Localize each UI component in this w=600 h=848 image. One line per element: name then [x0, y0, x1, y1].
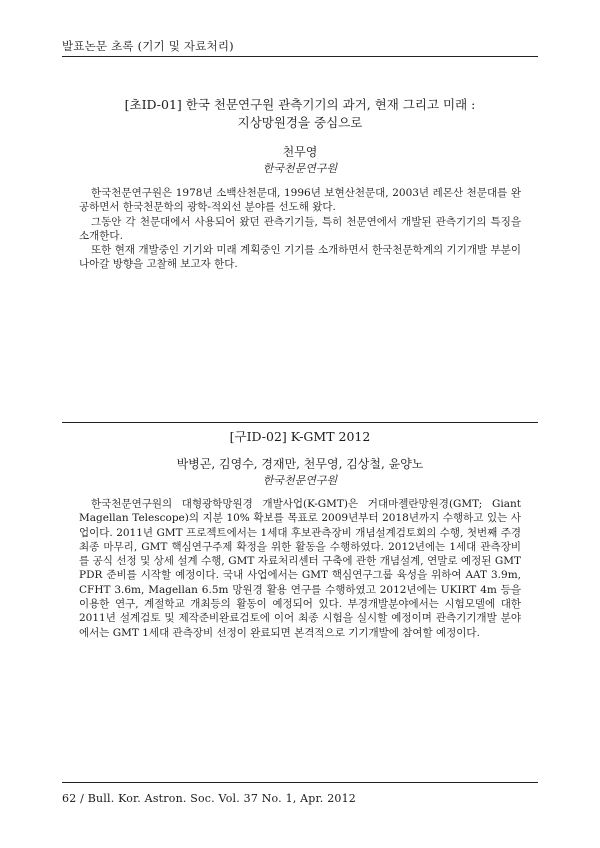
abstract1-title-line2: 지상망원경을 중심으로: [237, 115, 363, 130]
abstract2-body: [79, 497, 521, 640]
abstract1-paragraph: 또한 현재 개발중인 기기와 미래 계획중인 기기를 소개하면서 한국천문학계의 기기개발 부분이 나아갈 방향을 고찰해 보고자 한다.: [79, 244, 521, 271]
abstract2-affiliation: 한국천문연구원: [262, 474, 338, 487]
abstract1-paragraph: 그동안 각 천문대에서 사용되어 왔던 관측기기들, 특히 천문연에서 개발된 관측기기의 특징을 소개한다.: [79, 215, 521, 242]
running-header: 발표논문 초록 (기기 및 자료처리): [62, 39, 234, 53]
abstract1-body: [79, 186, 521, 272]
section-divider: [62, 422, 538, 423]
abstract2-title: [구ID-02] K-GMT 2012: [229, 429, 371, 444]
abstract2-paragraph: 한국천문연구원의 대형광학망원경 개발사업(K-GMT)은 거대마젤란망원경(GMT; Giant Magellan Telescope)의 지분 10% 확보를 목표로 2009년부터 2018년까지 수행하고 있는 사업이다. 2011년 GMT 프로젝트에서는 1세대 후보관측장비 개념설계검토회의 수행, 첫번째 주경 최종 마무리, GMT 핵심연구주제 확정을 위한 활동을 수행하였다. 2012년에는 1세대 관측장비를 공식 선정 및 상세 설계 수행, GMT 자료처리센터 구축에 관한 개념설계, 연말로 예정된 GMT PDR 준비를 시작할 예정이다. 국내 사업에서는 GMT 핵심연구그룹 육성을 위하여 AAT 3.9m, CFHT 3.6m, Magellan 6.5m 망원경 활용 연구를 수행하였고 2012년에는 UKIRT 4m 등을 이용한 연구, 계절학교 개최등의 활동이 예정되어 있다. 부경개발분야에서는 시험모델에 대한 2011년 설계검토 및 제작준비완료검토에 이어 최종 시험을 실시할 예정이며 관측기기개발 분야에서는 GMT 1세대 관측장비 선정이 완료되면 본격적으로 기기개발에 참여할 예정이다.: [79, 498, 521, 639]
abstract1-authors: 천무영: [282, 145, 318, 159]
abstract1-affiliation: 한국천문연구원: [262, 162, 338, 175]
footer-rule: [62, 782, 538, 783]
abstract1-title: [62, 96, 538, 132]
abstract1-paragraph: 한국천문연구원은 1978년 소백산천문대, 1996년 보현산천문대, 2003년 레몬산 천문대를 완공하면서 한국천문학의 광학-적외선 분야를 선도해 왔다.: [79, 187, 521, 214]
page-footer-citation: 62 / Bull. Kor. Astron. Soc. Vol. 37 No. 1, Apr. 2012: [62, 792, 356, 805]
header-rule: [62, 56, 538, 57]
abstract1-title-line1: [초ID-01] 한국 천문연구원 관측기기의 과거, 현재 그리고 미래 :: [124, 97, 476, 112]
abstract2-authors: 박병곤, 김영수, 경재만, 천무영, 김상철, 윤양노: [176, 457, 424, 471]
